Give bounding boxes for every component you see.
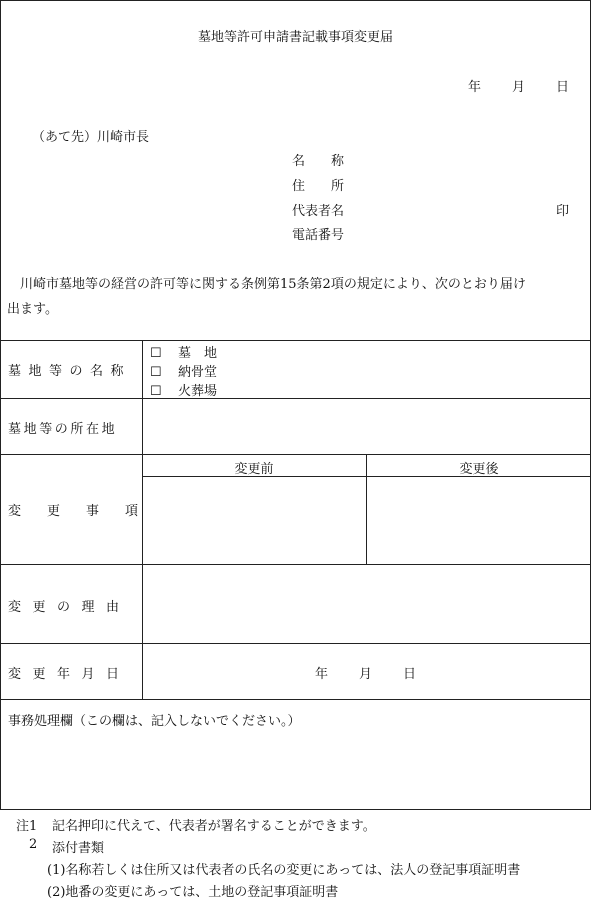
change-date-label: 変更年月日	[8, 667, 131, 682]
note2-text: 添付書類	[52, 841, 105, 856]
date-year: 年	[468, 80, 482, 95]
note1-text: 記名押印に代えて、代表者が署名することができます。	[52, 819, 376, 834]
facility-option-ossuary[interactable]	[150, 361, 217, 380]
body-text-line1: 川崎市墓地等の経営の許可等に関する条例第15条第2項の規定により、次のとおり届け	[20, 277, 526, 292]
change-date-day: 日	[403, 667, 417, 682]
row-divider-5	[0, 699, 591, 700]
reason-label: 変更の理由	[8, 600, 131, 615]
checkbox-icon[interactable]: ☐	[150, 365, 162, 380]
reason-field[interactable]	[143, 565, 590, 643]
after-value-field[interactable]	[367, 477, 590, 564]
date-month: 月	[512, 80, 526, 95]
checkbox-icon[interactable]: ☐	[150, 346, 162, 361]
note1-number: 注1	[16, 819, 38, 834]
office-use-label: 事務処理欄（この欄は、記入しないでください。）	[8, 714, 301, 729]
row-divider-2	[0, 454, 591, 455]
addressee: （あて先）川崎市長	[32, 130, 150, 145]
before-value-field[interactable]	[143, 477, 366, 564]
facility-option-cemetery[interactable]	[150, 342, 217, 361]
applicant-phone-label: 電話番号	[292, 228, 345, 243]
date-day: 日	[556, 80, 570, 95]
note2-item1: (1)名称若しくは住所又は代表者の氏名の変更にあっては、法人の登記事項証明書	[47, 863, 521, 878]
applicant-representative-label: 代表者名	[292, 204, 345, 219]
location-field[interactable]	[143, 399, 590, 454]
facility-option-label: 墓 地	[178, 346, 218, 361]
table-top-line	[0, 340, 591, 341]
note2-item2: (2)地番の変更にあっては、土地の登記事項証明書	[47, 885, 339, 900]
row-divider-4	[0, 643, 591, 644]
facility-option-label: 火葬場	[178, 384, 218, 399]
checkbox-icon[interactable]: ☐	[150, 384, 162, 399]
body-text-line2: 出ます。	[7, 302, 58, 317]
form-title: 墓地等許可申請書記載事項変更届	[197, 30, 393, 45]
location-label: 墓地等の所在地	[8, 422, 118, 437]
change-date-month: 月	[359, 667, 373, 682]
note2-number: 2	[29, 837, 38, 852]
facility-name-label-text: 墓地等の名称	[8, 364, 132, 379]
change-date-year: 年	[315, 667, 329, 682]
seal-mark: 印	[556, 204, 570, 219]
before-header: 変更前	[234, 462, 274, 477]
applicant-name-label: 名 称	[292, 154, 345, 169]
after-header: 変更後	[459, 462, 499, 477]
facility-name-label	[8, 360, 134, 379]
facility-option-crematorium[interactable]	[150, 380, 217, 399]
change-items-label: 変更事項	[8, 504, 165, 519]
applicant-address-label: 住 所	[292, 179, 345, 194]
facility-option-label: 納骨堂	[178, 365, 218, 380]
